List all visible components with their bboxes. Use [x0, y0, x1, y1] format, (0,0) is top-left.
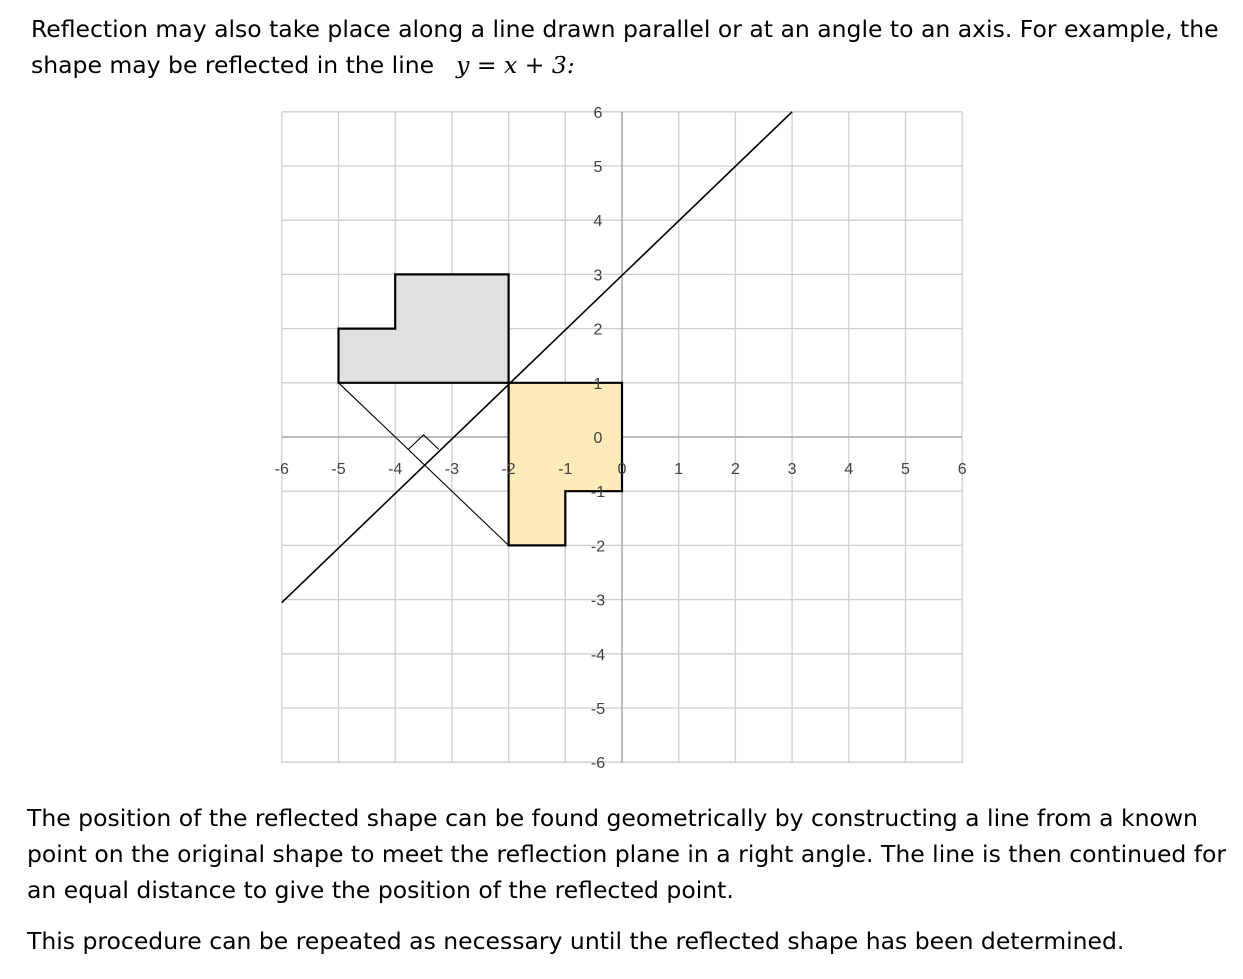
x-tick-label: -5 [331, 461, 346, 478]
x-tick-label: 6 [957, 461, 967, 478]
y-tick-label: -6 [590, 755, 606, 773]
x-tick-label: -1 [558, 461, 573, 478]
y-tick-label: 4 [593, 213, 603, 231]
y-tick-label: -5 [590, 701, 606, 718]
original-shape [339, 274, 509, 382]
y-tick-label: -2 [590, 538, 606, 556]
y-tick-label: -4 [590, 646, 606, 664]
x-tick-label: 2 [730, 461, 740, 478]
x-tick-label: -2 [501, 461, 516, 478]
x-tick-label: 0 [617, 461, 627, 478]
y-tick-label: 1 [593, 375, 603, 393]
y-tick-label: 3 [593, 267, 603, 285]
shapes [339, 274, 623, 545]
y-tick-label: 0 [593, 430, 603, 447]
y-tick-label: -1 [590, 484, 606, 502]
y-tick-label: 6 [593, 104, 603, 122]
explanation-paragraph: The position of the reflected shape can be found geometrically by constructing a line from a known point on the original shape to meet the reflection plane in a right angle. The line is then continued for an equal distance to give the position of the reflected point. [27, 804, 1227, 904]
construction-line [339, 383, 509, 546]
y-tick-label: -3 [590, 592, 606, 610]
x-tick-label: -6 [274, 461, 289, 478]
reflection-equation: y = x + 3: [456, 51, 575, 79]
x-tick-label: -3 [444, 461, 460, 478]
x-tick-label: 5 [901, 461, 910, 478]
y-tick-label: 5 [593, 159, 603, 176]
x-tick-label: -4 [388, 461, 403, 478]
x-tick-label: 3 [787, 461, 797, 478]
intro-text: Reflection may also take place along a line drawn parallel or at an angle to an axis. For example, the shape may be reflected in the line [31, 15, 1219, 79]
x-tick-label: 4 [844, 461, 854, 478]
y-tick-label: 2 [593, 321, 603, 339]
procedure-paragraph: This procedure can be repeated as necessary until the reflected shape has been determined. [27, 927, 1125, 955]
x-tick-label: 1 [674, 461, 684, 478]
